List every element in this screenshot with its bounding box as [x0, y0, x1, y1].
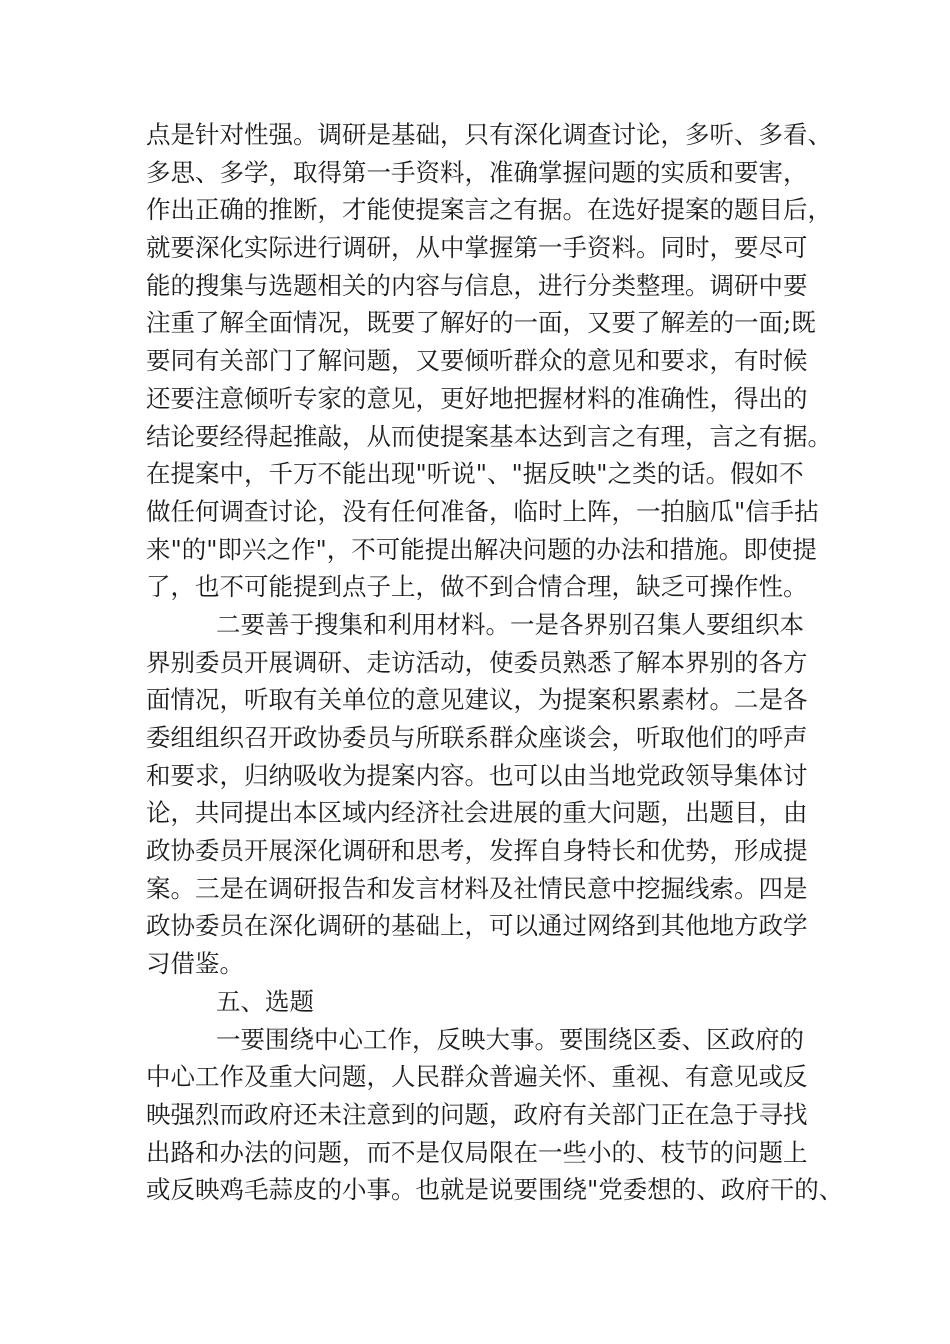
text-line: 二要善于搜集和利用材料。一是各界别召集人要组织本: [216, 609, 804, 639]
text-line: 点是针对性强。调研是基础，只有深化调查讨论，多听、多看、: [146, 120, 832, 149]
text-line: 政协委员开展深化调研和思考，发挥自身特长和优势，形成提: [146, 836, 808, 866]
text-line: 五、选题: [216, 986, 314, 1016]
text-line: 出路和办法的问题，而不是仅局限在一些小的、枝节的问题上: [146, 1137, 808, 1167]
text-line: 就要深化实际进行调研，从中掌握第一手资料。同时，要尽可: [146, 233, 808, 263]
text-line: 注重了解全面情况，既要了解好的一面，又要了解差的一面;既: [146, 308, 816, 338]
text-line: 案。三是在调研报告和发言材料及社情民意中挖掘线索。四是: [146, 873, 808, 903]
text-line: 政协委员在深化调研的基础上，可以通过网络到其他地方政学: [146, 911, 808, 941]
text-line: 在提案中，千万不能出现"听说"、"据反映"之类的话。假如不: [146, 459, 804, 489]
text-line: 一要围绕中心工作，反映大事。要围绕区委、区政府的: [216, 1024, 804, 1054]
text-line: 来"的"即兴之作"，不可能提出解决问题的办法和措施。即使提: [146, 534, 817, 564]
document-body: [146, 116, 844, 1209]
text-line: 或反映鸡毛蒜皮的小事。也就是说要围绕"党委想的、政府干的、: [146, 1175, 844, 1205]
text-line: 委组组织召开政协委员与所联系群众座谈会，听取他们的呼声: [146, 723, 808, 752]
text-line: 界别委员开展调研、走访活动，使委员熟悉了解本界别的各方: [146, 647, 808, 677]
text-line: 和要求，归纳吸收为提案内容。也可以由当地党政领导集体讨: [146, 760, 808, 790]
text-line: 作出正确的推断，才能使提案言之有据。在选好提案的题目后，: [146, 195, 832, 225]
text-line: 映强烈而政府还未注意到的问题，政府有关部门正在急于寻找: [146, 1099, 808, 1129]
text-line: 做任何调查讨论，没有任何准备，临时上阵，一拍脑瓜"信手拈: [146, 496, 819, 526]
text-line: 论，共同提出本区域内经济社会进展的重大问题，出题目，由: [146, 798, 808, 828]
text-line: 中心工作及重大问题，人民群众普遍关怀、重视、有意见或反: [146, 1062, 808, 1092]
text-line: 多思、多学，取得第一手资料，准确掌握问题的实质和要害，: [146, 157, 808, 187]
text-line: 能的搜集与选题相关的内容与信息，进行分类整理。调研中要: [146, 270, 808, 300]
text-line: 了，也不可能提到点子上，做不到合情合理，缺乏可操作性。: [146, 572, 808, 602]
text-line: 习借鉴。: [146, 949, 244, 979]
text-line: 结论要经得起推敲，从而使提案基本达到言之有理，言之有据。: [146, 421, 832, 451]
text-line: 还要注意倾听专家的意见，更好地把握材料的准确性，得出的: [146, 383, 808, 413]
text-line: 面情况，听取有关单位的意见建议，为提案积累素材。二是各: [146, 685, 808, 715]
text-line: 要同有关部门了解问题，又要倾听群众的意见和要求，有时候: [146, 346, 808, 376]
